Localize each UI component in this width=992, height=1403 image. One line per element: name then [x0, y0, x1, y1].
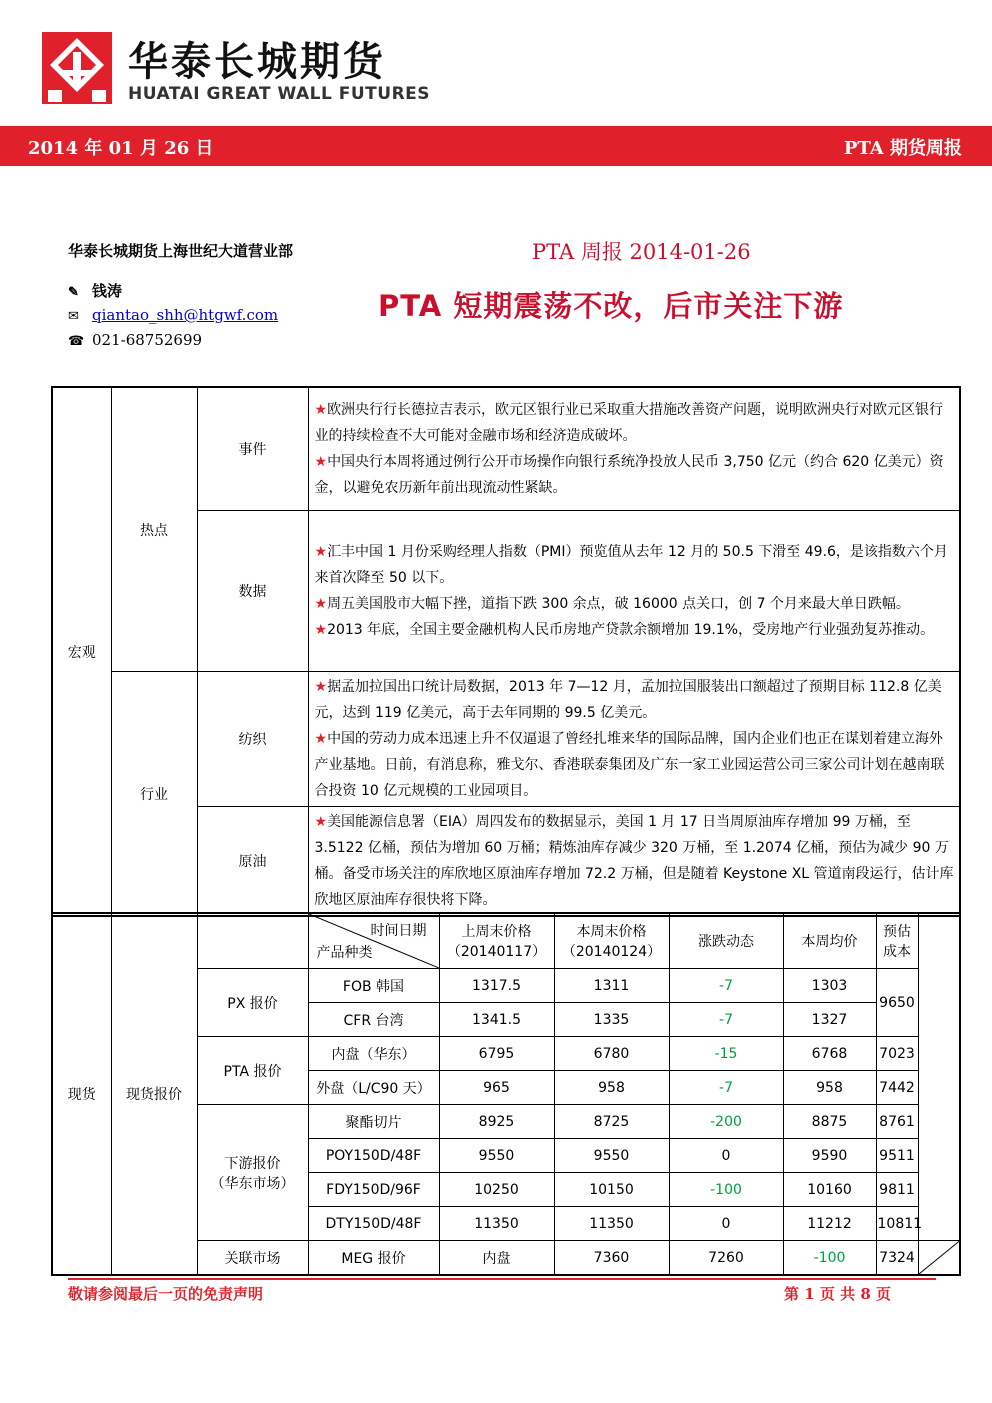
- empty-diagonal-cell: [918, 1241, 960, 1276]
- page-number: 第 1 页 共 8 页: [784, 1285, 891, 1303]
- events-cell: [308, 387, 960, 511]
- table-row: POY150D/48F 9550 9550 0 9590 9511: [52, 1139, 960, 1173]
- diagonal-line: [919, 1241, 960, 1274]
- table-row: PX 报价 FOB 韩国 1317.5 1311 -7 1303 9650: [52, 969, 960, 1003]
- label-data: 数据: [197, 511, 308, 672]
- branch-name: 华泰长城期货上海世纪大道营业部: [68, 242, 294, 260]
- report-headline: PTA 短期震荡不改，后市关注下游: [378, 289, 844, 323]
- table-row: FDY150D/96F 10250 10150 -100 10160 9811: [52, 1173, 960, 1207]
- list-item: ★欧洲央行行长德拉吉表示，欧元区银行业已采取重大措施改善资产问题，说明欧洲央行对欧元区银行业的持续检查不大可能对金融市场和经济造成破坏。: [314, 402, 944, 444]
- company-logo: [42, 32, 112, 104]
- label-textile: 纺织: [197, 672, 308, 807]
- footer-divider: [68, 1278, 936, 1280]
- list-item: ★据孟加拉国出口统计局数据，2013 年 7—12 月，孟加拉国服装出口额超过了预期目标 112.8 亿美元，达到 119 亿美元，高于去年同期的 99.5 亿美元。: [314, 679, 942, 721]
- list-item: ★周五美国股市大幅下挫，道指下跌 300 余点，破 16000 点关口，创 7 个月来最大单日跌幅。: [314, 596, 910, 612]
- table-row: DTY150D/48F 11350 11350 0 11212 10811: [52, 1207, 960, 1241]
- label-meg: MEG 报价: [308, 1241, 439, 1276]
- star-icon: ★: [314, 544, 328, 560]
- table-row: CFR 台湾 1341.5 1335 -7 1327: [52, 1003, 960, 1037]
- crude-cell: [308, 807, 960, 917]
- phone-icon: ☎: [68, 334, 85, 349]
- header-banner: [0, 126, 992, 166]
- mail-icon: ✉: [68, 309, 79, 324]
- brand-name-en: HUATAI GREAT WALL FUTURES: [128, 84, 431, 104]
- header-this-week: 本周末价格 （20140124）: [554, 913, 669, 969]
- pen-icon: ✎: [68, 285, 79, 300]
- table-row: PTA 报价 内盘（华东） 6795 6780 -15 6768 7023: [52, 1037, 960, 1071]
- table-row: 关联市场 MEG 报价 内盘 7360 7260 -100 7324: [52, 1241, 960, 1276]
- textile-cell: [308, 672, 960, 807]
- header-avg: 本周均价: [783, 913, 876, 969]
- header-change: 涨跌动态: [669, 913, 783, 969]
- list-item: ★美国能源信息署（EIA）周四发布的数据显示，美国 1 月 17 日当周原油库存增加 99 万桶，至 3.5122 亿桶，预估为增加 60 万桶；精炼油库存减少 320 万桶，至 1.2074 亿桶，预估为减少 90 万桶。备受市场关注的库欣地区原油库存增加 72.2 万桶，但是随着 Keystone XL 管道南段运行，估计库欣地区原油库存很快将下降。: [314, 814, 954, 908]
- header-last-week: 上周末价格 （20140117）: [439, 913, 554, 969]
- star-icon: ★: [314, 679, 328, 695]
- category-hot: 热点: [111, 387, 197, 672]
- list-item: ★汇丰中国 1 月份采购经理人指数（PMI）预览值从去年 12 月的 50.5 下滑至 49.6，是该指数六个月来首次降至 50 以下。: [314, 544, 948, 586]
- star-icon: ★: [314, 731, 328, 747]
- table-row: 下游报价 （华东市场） 聚酯切片 8925 8725 -200 8875 8761: [52, 1105, 960, 1139]
- phone-row: [68, 331, 202, 349]
- label-px: PX 报价: [197, 969, 308, 1037]
- header-blank: [197, 913, 308, 969]
- phone-number: 021-68752699: [92, 331, 203, 349]
- email-row: [68, 306, 278, 324]
- header-product: 产品种类: [316, 945, 373, 961]
- report-type: PTA 期货周报: [843, 138, 962, 159]
- list-item: ★中国央行本周将通过例行公开市场操作向银行系统净投放人民币 3,750 亿元（约合 620 亿美元）资金，以避免农历新年前出现流动性紧缺。: [314, 454, 944, 496]
- list-item: ★中国的劳动力成本迅速上升不仅逼退了曾经扎堆来华的国际品牌，国内企业们也正在谋划着建立海外产业基地。日前，有消息称，雅戈尔、香港联泰集团及广东一家工业园运营公司三家公司计划在越南联合投资 10 亿元规模的工业园项目。: [314, 731, 945, 799]
- label-pta: PTA 报价: [197, 1037, 308, 1105]
- report-date: 2014 年 01 月 26 日: [28, 138, 214, 159]
- section-macro: 宏观: [52, 387, 111, 916]
- section-spot: 现货: [52, 913, 111, 1275]
- macro-table: [51, 386, 961, 917]
- star-icon: ★: [314, 814, 328, 830]
- label-crude: 原油: [197, 807, 308, 917]
- header-cost: 预估成本: [876, 913, 918, 969]
- star-icon: ★: [314, 596, 328, 612]
- px-cost: 9650: [876, 969, 918, 1037]
- table-row: 外盘（L/C90 天） 965 958 -7 958 7442: [52, 1071, 960, 1105]
- analyst-name: 钱涛: [92, 282, 123, 300]
- list-item: ★2013 年底，全国主要金融机构人民币房地产贷款余额增加 19.1%，受房地产行业强劲复苏推动。: [314, 622, 935, 638]
- category-industry: 行业: [111, 672, 197, 917]
- label-events: 事件: [197, 387, 308, 511]
- header-date: 时间日期: [370, 923, 427, 939]
- label-downstream: 下游报价 （华东市场）: [197, 1105, 308, 1241]
- report-subtitle: PTA 周报 2014-01-26: [532, 240, 751, 264]
- analyst-row: [68, 280, 122, 301]
- brand-name-cn: 华泰长城期货: [128, 39, 386, 85]
- star-icon: ★: [314, 622, 328, 638]
- spot-price-table: [51, 912, 961, 1276]
- category-quote: 现货报价: [111, 913, 197, 1275]
- data-cell: [308, 511, 960, 672]
- star-icon: ★: [314, 454, 328, 470]
- diagonal-header: [308, 913, 439, 969]
- category-related: 关联市场: [197, 1241, 308, 1276]
- disclaimer-note: 敬请参阅最后一页的免责声明: [68, 1285, 264, 1303]
- email-link[interactable]: qiantao_shh@htgwf.com: [92, 306, 279, 324]
- star-icon: ★: [314, 402, 328, 418]
